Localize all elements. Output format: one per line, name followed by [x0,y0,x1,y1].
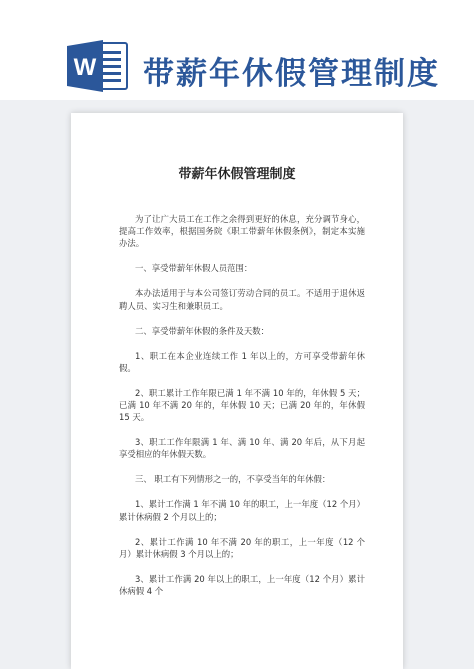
section-heading-1: 一、享受带薪年休假人员范围： [135,263,253,274]
paragraph-scope: 本办法适用于与本公司签订劳动合同的员工。不适用于退休返聘人员、实习生和兼职员工。 [119,288,365,311]
paragraph-intro: 为了让广大员工在工作之余得到更好的休息，充分调节身心，提高工作效率，根据国务院《职工带薪年休假条例》，制定本实施办法。 [119,214,365,249]
paragraph-condition-2: 2、职工累计工作年限已满 1 年不满 10 年的，年休假 5 天；已满 10 年不满 20 年的，年休假 10 天；已满 20 年的，年休假 15 天。 [119,387,365,423]
banner [0,0,474,100]
paragraph-exclusion-1: 1、累计工作满 1 年不满 10 年的职工，上一年度（12 个月）累计休病假 2 个月以上的； [119,499,365,522]
paragraph-exclusion-2: 2、累计工作满 10 年不满 20 年的职工，上一年度（12 个月）累计休病假 3 个月以上的； [119,536,365,559]
paragraph-exclusion-3: 3、累计工作满 20 年以上的职工，上一年度（12 个月）累计休病假 4 个 [119,573,365,597]
banner-title: 带薪年休假管理制度 [143,56,440,92]
document-title: 带薪年休假管理制度 [178,167,296,182]
document-body [119,213,365,610]
logo-letter: W [73,54,97,81]
word-logo-icon [67,40,129,92]
section-heading-3: 三、 职工有下列情形之一的，不享受当年的年休假： [135,474,331,485]
paragraph-condition-3: 3、职工工作年限满 1 年、满 10 年、满 20 年后，从下月起享受相应的年休假天数。 [119,437,365,460]
section-heading-2: 二、享受带薪年休假的条件及天数： [135,325,269,336]
paragraph-condition-1: 1、职工在本企业连续工作 1 年以上的，方可享受带薪年休假。 [119,350,365,373]
document-page[interactable] [71,113,403,669]
